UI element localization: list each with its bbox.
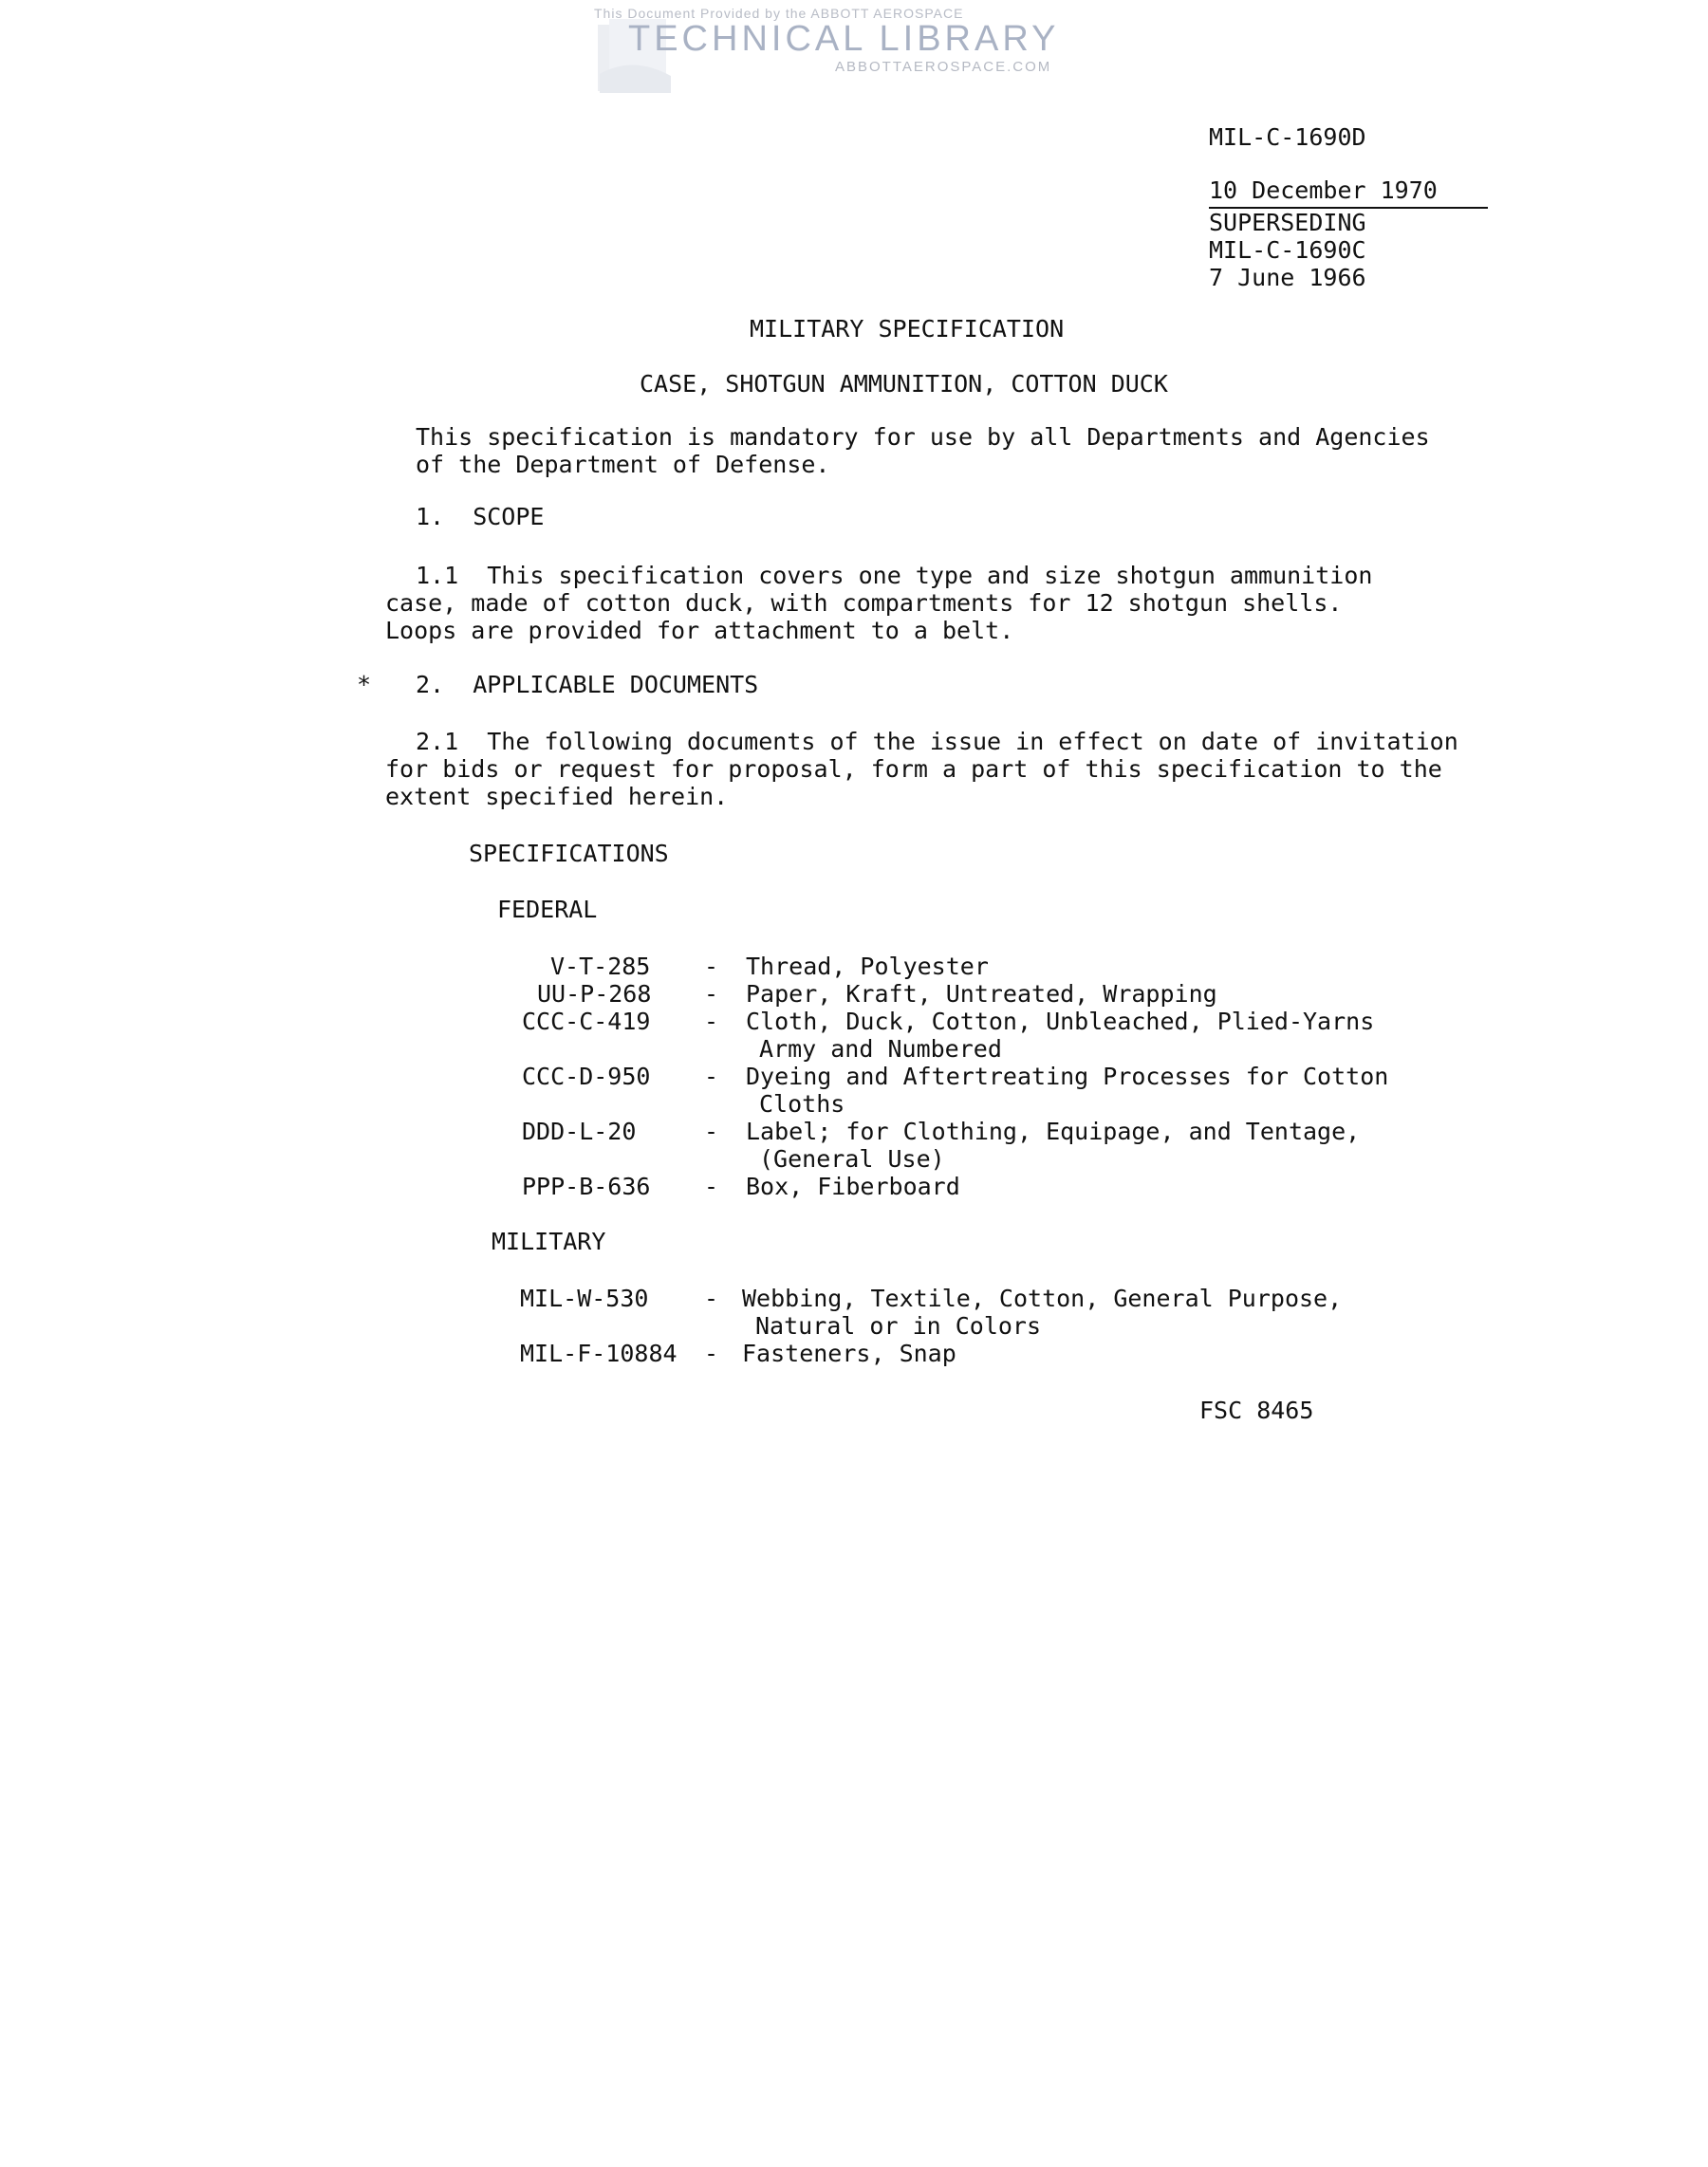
fsc-code: FSC 8465 — [1199, 1397, 1314, 1424]
section-1-para-line-3: Loops are provided for attachment to a belt. — [385, 617, 1014, 644]
specifications-label: SPECIFICATIONS — [469, 840, 669, 867]
doc-number: MIL-C-1690D — [1209, 123, 1366, 151]
dash-separator: - — [704, 953, 719, 980]
dash-separator: - — [704, 1173, 719, 1200]
watermark — [590, 4, 1084, 108]
change-marker: * — [357, 671, 372, 698]
spec-id: V-T-285 — [550, 953, 651, 980]
section-1-heading: 1. SCOPE — [416, 503, 545, 530]
section-1-para-line-2: case, made of cotton duck, with compartments for 12 shotgun shells. — [385, 589, 1343, 617]
dash-separator: - — [704, 1063, 719, 1090]
spec-id: PPP-B-636 — [522, 1173, 651, 1200]
spec-description: Label; for Clothing, Equipage, and Tentage, — [746, 1118, 1361, 1145]
section-1-para-line-1: 1.1 This specification covers one type and size shotgun ammunition — [416, 562, 1373, 589]
dash-separator: - — [704, 1340, 719, 1367]
spec-description-continued: Natural or in Colors — [755, 1312, 1042, 1340]
spec-description: Fasteners, Snap — [742, 1340, 956, 1367]
federal-label: FEDERAL — [497, 896, 598, 923]
dash-separator: - — [704, 1008, 719, 1035]
spec-id: MIL-W-530 — [520, 1285, 649, 1312]
mandatory-line-1: This specification is mandatory for use by all Departments and Agencies — [416, 423, 1430, 451]
section-2-para-line-3: extent specified herein. — [385, 783, 729, 810]
spec-description: Webbing, Textile, Cotton, General Purpose, — [742, 1285, 1343, 1312]
watermark-title: TECHNICAL LIBRARY — [628, 19, 1060, 59]
watermark-url: ABBOTTAEROSPACE.COM — [835, 59, 1052, 75]
spec-description-continued: Cloths — [759, 1090, 845, 1118]
spec-description: Cloth, Duck, Cotton, Unbleached, Plied-Yarns — [746, 1008, 1375, 1035]
section-2-para-line-1: 2.1 The following documents of the issue in effect on date of invitation — [416, 728, 1458, 755]
spec-description-continued: Army and Numbered — [759, 1035, 1002, 1063]
spec-description: Thread, Polyester — [746, 953, 989, 980]
document-subject: CASE, SHOTGUN AMMUNITION, COTTON DUCK — [640, 370, 1168, 398]
doc-date: 10 December 1970 — [1209, 176, 1438, 204]
superseded-number: MIL-C-1690C — [1209, 236, 1366, 264]
section-2-para-line-2: for bids or request for proposal, form a part of this specification to the — [385, 755, 1442, 783]
dash-separator: - — [704, 980, 719, 1008]
spec-description: Box, Fiberboard — [746, 1173, 960, 1200]
spec-id: CCC-D-950 — [522, 1063, 651, 1090]
spec-id: UU-P-268 — [537, 980, 652, 1008]
mandatory-line-2: of the Department of Defense. — [416, 451, 830, 478]
section-2-heading: 2. APPLICABLE DOCUMENTS — [416, 671, 759, 698]
superseding-label: SUPERSEDING — [1209, 209, 1366, 236]
document-title: MILITARY SPECIFICATION — [750, 315, 1065, 343]
dash-separator: - — [704, 1118, 719, 1145]
watermark-provider-text: This Document Provided by the ABBOTT AEROSPACE — [594, 6, 964, 21]
spec-id: MIL-F-10884 — [520, 1340, 678, 1367]
military-label: MILITARY — [492, 1228, 606, 1255]
superseded-date: 7 June 1966 — [1209, 264, 1366, 291]
spec-id: CCC-C-419 — [522, 1008, 651, 1035]
spec-description: Paper, Kraft, Untreated, Wrapping — [746, 980, 1217, 1008]
spec-description-continued: (General Use) — [759, 1145, 945, 1173]
dash-separator: - — [704, 1285, 719, 1312]
spec-id: DDD-L-20 — [522, 1118, 637, 1145]
spec-description: Dyeing and Aftertreating Processes for Cotton — [746, 1063, 1389, 1090]
